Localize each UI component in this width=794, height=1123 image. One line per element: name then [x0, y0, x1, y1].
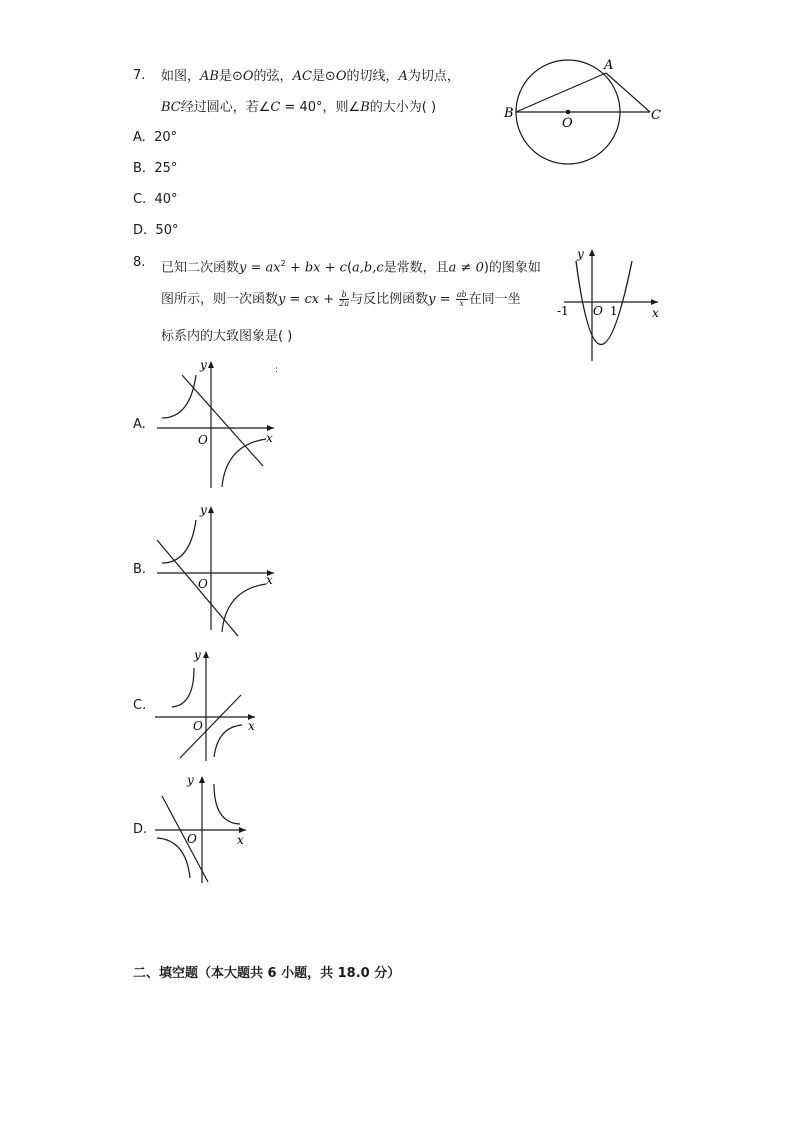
y-axis-arrow	[203, 651, 209, 658]
hyperbola-branch-1	[214, 784, 240, 824]
label-x: x	[652, 306, 659, 320]
q7-circle-figure	[500, 55, 670, 170]
label-o: O	[198, 577, 208, 591]
q7-option-a: A. 20°	[133, 130, 178, 145]
label-minus-one: -1	[557, 304, 569, 318]
parabola-curve	[576, 261, 632, 345]
q8-option-d-graph	[152, 768, 257, 888]
section-fill-in-title: 二、填空题（本大题共 6 小题，共 18.0 分）	[133, 966, 401, 981]
hyperbola-branch-2	[162, 520, 196, 563]
y-axis-arrow	[199, 776, 205, 783]
q8-parabola-figure	[552, 243, 667, 368]
label-o: O	[562, 116, 573, 131]
label-b: B	[504, 106, 514, 121]
q8-option-c-graph	[152, 645, 267, 767]
label-a: A	[604, 58, 614, 73]
q7-number: 7.	[133, 68, 146, 83]
label-y: y	[187, 773, 194, 787]
label-x: x	[237, 833, 244, 847]
hyperbola-branch-2	[172, 668, 194, 707]
q7-option-c: C. 40°	[133, 192, 178, 207]
y-axis-arrow	[208, 361, 214, 368]
label-y: y	[194, 648, 201, 662]
x-axis-arrow	[651, 299, 658, 305]
q8-option-d-letter: D.	[133, 822, 148, 837]
q8-option-b-letter: B.	[133, 562, 147, 577]
y-axis-arrow	[589, 249, 595, 256]
tangent-ac	[606, 73, 650, 112]
label-x: x	[248, 719, 255, 733]
q8-stem-line3: 标系内的大致图象是( )	[161, 329, 293, 344]
y-axis-arrow	[208, 506, 214, 513]
label-one: 1	[610, 304, 618, 318]
q8-option-b-graph	[152, 500, 282, 640]
q8-number: 8.	[133, 255, 146, 270]
chord-ab	[516, 73, 606, 112]
q7-stem-line1: 如图，AB是⊙O的弦，AC是⊙O的切线，A为切点，	[161, 69, 460, 84]
label-x: x	[266, 431, 273, 445]
q7-stem-line2: BC经过圆心，若∠C = 40°，则∠B的大小为( )	[161, 100, 437, 115]
q7-option-b: B. 25°	[133, 161, 178, 176]
linear-line	[162, 796, 208, 882]
label-x: x	[266, 573, 273, 587]
q7-option-d: D. 50°	[133, 223, 179, 238]
q8-option-a-letter: A.	[133, 417, 146, 432]
hyperbola-branch-3	[157, 838, 190, 878]
hyperbola-branch-2	[162, 375, 196, 418]
label-c: C	[651, 108, 661, 123]
label-o: O	[593, 304, 603, 318]
center-point	[566, 110, 571, 115]
label-o: O	[187, 832, 197, 846]
q8-option-a-graph	[152, 355, 282, 493]
label-y: y	[200, 503, 207, 517]
q8-option-c-letter: C.	[133, 698, 147, 713]
label-o: O	[198, 433, 208, 447]
linear-line	[180, 695, 241, 758]
linear-line	[182, 375, 263, 466]
hyperbola-branch-4	[214, 725, 242, 757]
hyperbola-branch-4	[222, 439, 266, 487]
label-y: y	[577, 247, 584, 261]
q8-stem-line2: 图所示，则一次函数y = cx + $\frac{b}{2a}$ 与反比例函数y = $\frac{ab}{x}$ 在同一坐	[161, 290, 521, 308]
q8-stem-line1: 已知二次函数$y = ax^2$ + bx + c(a,b,c是常数，且a ≠ 0)的图象如	[161, 259, 541, 276]
stray-mark: :	[275, 365, 279, 375]
label-o: O	[193, 719, 203, 733]
label-y: y	[200, 358, 207, 372]
